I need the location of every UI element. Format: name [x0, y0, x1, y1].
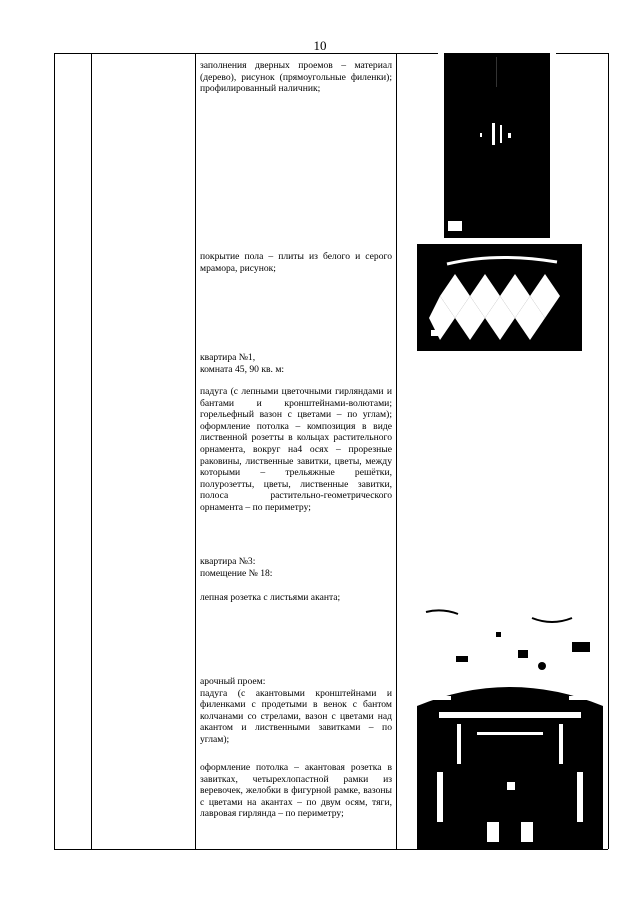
entry-ceiling-3: оформление потолка – акантовая розетка в завитках, четырехлопастной рамки из веревочек, желобки в фигурной рамке, вазоны с цветами на акантах – по двум осям, тяги, лавровая гирлянда – по периметру;	[200, 762, 392, 820]
apartment-1-heading	[200, 352, 392, 375]
arch-ceiling-photo	[417, 672, 603, 850]
entry-floor: покрытие пола – плиты из белого и серого мрамора, рисунок;	[200, 251, 392, 274]
arch-description: падуга (с акантовыми кронштейнами и филенками с продетыми в венок с бантом колчанами со стрелами, вазон с цветами над акантом и лиственными завитками – по углам);	[200, 687, 392, 745]
marble-floor-photo	[417, 244, 582, 351]
table-border-right	[608, 53, 609, 849]
apartment-1-title: квартира №1,	[200, 352, 256, 363]
rosette-photo	[422, 604, 602, 674]
entry-arch	[200, 676, 392, 746]
table-column-divider	[91, 53, 92, 849]
entry-doors: заполнения дверных проемов – материал (дерево), рисунок (прямоугольные филенки); профилированный наличник;	[200, 60, 392, 95]
apartment-3-title: квартира №3:	[200, 556, 256, 567]
room-18-title: помещение № 18:	[200, 567, 273, 579]
table-column-divider	[195, 53, 196, 849]
arch-title: арочный проем:	[200, 676, 266, 687]
page-number: 10	[313, 38, 327, 53]
door-photo	[438, 53, 556, 238]
apartment-3-heading	[200, 556, 392, 579]
table-column-divider	[396, 53, 397, 849]
entry-rosette: лепная розетка с листьями аканта;	[200, 592, 341, 603]
table-border-left	[54, 53, 55, 849]
entry-apartment-1-ceiling: падуга (с лепными цветочными гирляндами и бантами и кронштейнами-волютами; горельефный вазон с цветами – по углам); оформление потолка – композиция в виде лиственной розетты в кольцах растительного орнамента, вокруг на4 осях – прорезные раковины, лиственные завитки, цветы, между которыми – трельяжные решётки, полурозетты, цветы, лиственные завитки, полоса растительно-геометрического орнамента – по периметру;	[200, 386, 392, 513]
room-45-title: комната 45, 90 кв. м:	[200, 363, 285, 375]
